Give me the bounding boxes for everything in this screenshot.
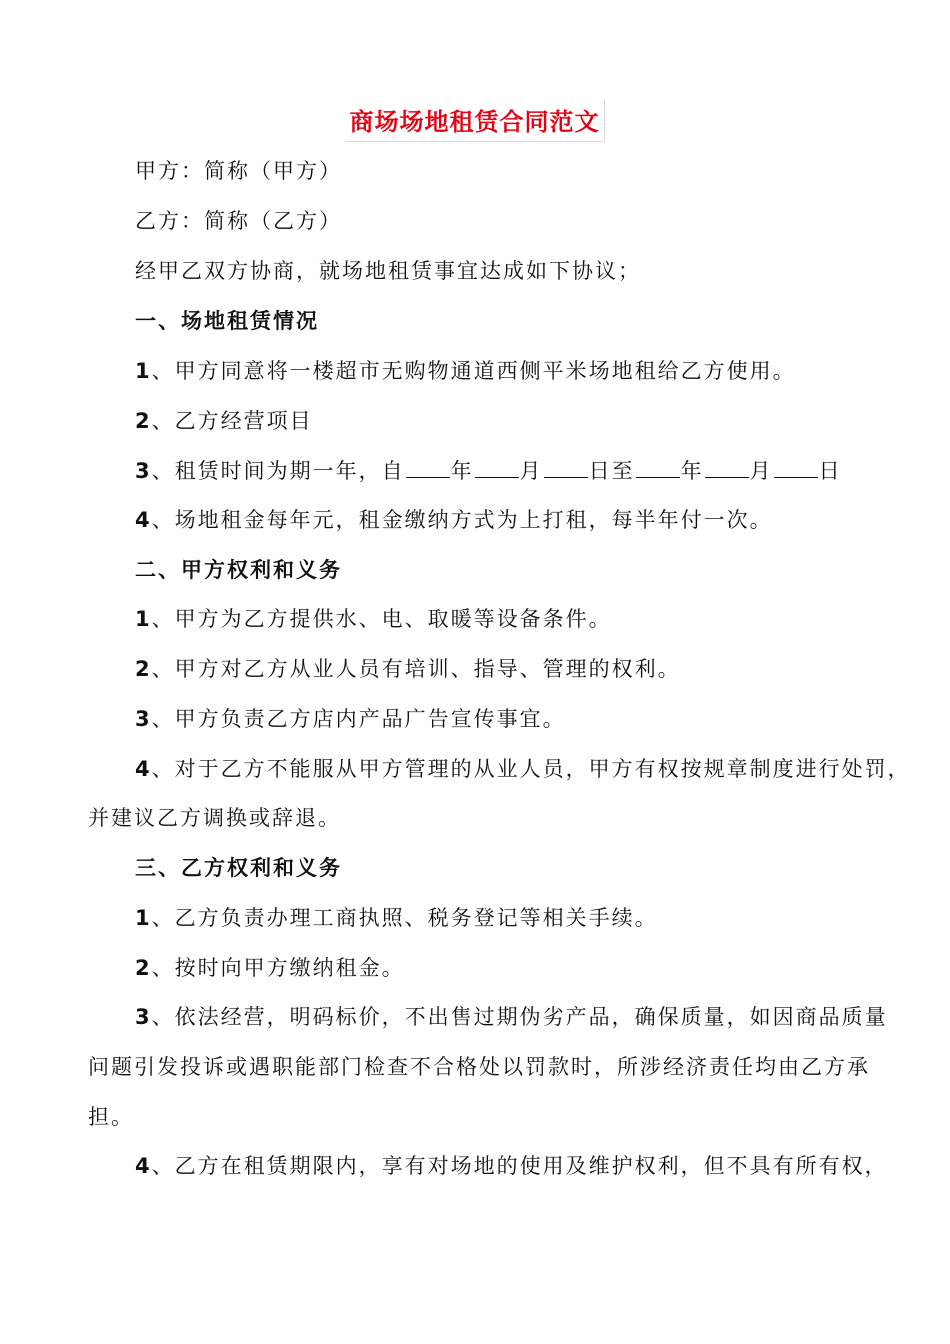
item-text: 、甲方为乙方提供水、电、取暖等设备条件。 [151, 607, 612, 631]
item-number: 3 [135, 459, 152, 483]
item-text: 、场地租金每年元，租金缴纳方式为上打租，每半年付一次。 [151, 508, 773, 532]
blank-field [406, 455, 450, 478]
section-3-item-2 [0, 953, 950, 983]
document-title: 商场场地租赁合同范文 [346, 100, 605, 142]
section-2-item-4-continuation: 并建议乙方调换或辞退。 [88, 806, 341, 830]
section-2-item-3 [0, 704, 950, 734]
section-3-item-3-continuation-2: 担。 [88, 1105, 134, 1129]
intro-paragraph: 经甲乙双方协商，就场地租赁事宜达成如下协议； [135, 259, 641, 283]
section-1-item-3 [0, 455, 950, 486]
section-3-item-3 [0, 1002, 950, 1032]
party-a-line: 甲方：简称（甲方） [135, 159, 342, 183]
item-number: 3 [135, 707, 152, 731]
title-wrap [0, 100, 950, 142]
item-text: 、甲方负责乙方店内产品广告宣传事宜。 [151, 707, 566, 731]
day-to-label: 日至 [588, 459, 635, 483]
section-1-item-4 [0, 505, 950, 535]
section-1-item-1 [0, 356, 950, 386]
month-label: 月 [519, 459, 543, 483]
section-3-item-3-continuation-1: 问题引发投诉或遇职能部门检查不合格处以罚款时，所涉经济责任均由乙方承 [88, 1055, 870, 1079]
item-text: 、租赁时间为期一年，自 [151, 459, 405, 483]
section-2-item-2 [0, 654, 950, 684]
item-text: 、乙方负责办理工商执照、税务登记等相关手续。 [151, 906, 658, 930]
section-3-heading: 三、乙方权利和义务 [135, 855, 342, 880]
item-number: 4 [135, 757, 152, 781]
blank-field [774, 455, 818, 478]
section-1-item-2 [0, 406, 950, 436]
item-number: 4 [135, 1154, 152, 1178]
day-label: 日 [818, 459, 842, 483]
blank-field [475, 455, 519, 478]
section-2-item-4 [0, 754, 950, 784]
item-number: 2 [135, 956, 152, 980]
month-label: 月 [749, 459, 773, 483]
blank-field [636, 455, 680, 478]
party-b-line: 乙方：简称（乙方） [135, 209, 342, 233]
item-text: 、对于乙方不能服从甲方管理的从业人员，甲方有权按规章制度进行处罚， [151, 757, 911, 781]
section-2-item-1 [0, 604, 950, 634]
item-number: 1 [135, 906, 152, 930]
section-2-heading: 二、甲方权利和义务 [135, 557, 342, 582]
item-text: 、乙方经营项目 [151, 409, 313, 433]
section-3-item-1 [0, 903, 950, 933]
blank-field [544, 455, 588, 478]
item-number: 2 [135, 409, 152, 433]
blank-field [705, 455, 749, 478]
section-1-heading: 一、场地租赁情况 [135, 308, 319, 333]
year-label: 年 [680, 459, 704, 483]
item-text: 、甲方对乙方从业人员有培训、指导、管理的权利。 [151, 657, 681, 681]
item-number: 4 [135, 508, 152, 532]
item-number: 1 [135, 607, 152, 631]
item-text: 、甲方同意将一楼超市无购物通道西侧平米场地租给乙方使用。 [151, 359, 796, 383]
item-text: 、按时向甲方缴纳租金。 [151, 956, 405, 980]
item-text: 、乙方在租赁期限内，享有对场地的使用及维护权利，但不具有所有权， [151, 1154, 888, 1178]
item-number: 1 [135, 359, 152, 383]
item-number: 2 [135, 657, 152, 681]
item-number: 3 [135, 1005, 152, 1029]
year-label: 年 [450, 459, 474, 483]
section-3-item-4 [0, 1151, 950, 1181]
item-text: 、依法经营，明码标价，不出售过期伪劣产品，确保质量，如因商品质量 [151, 1005, 888, 1029]
